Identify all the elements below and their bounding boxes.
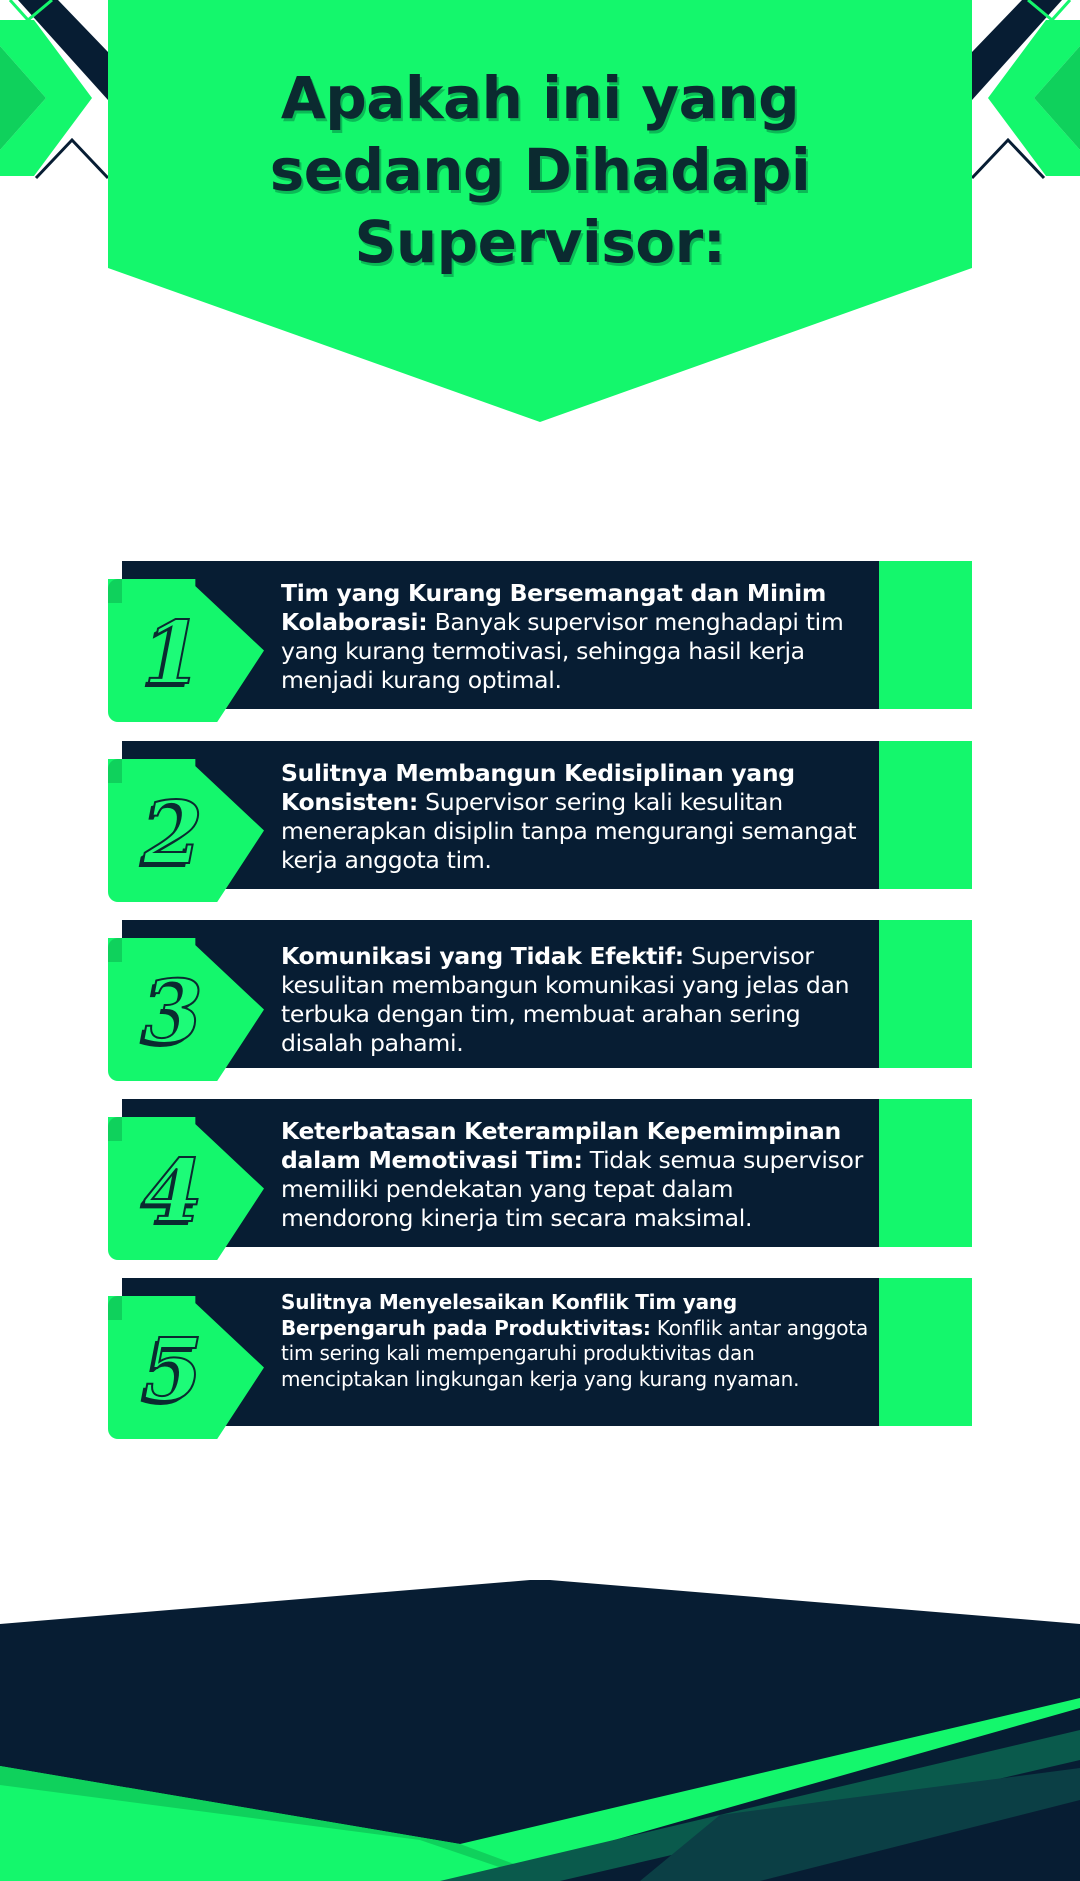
- item-text: [281, 759, 871, 875]
- item-text: [281, 1290, 871, 1392]
- item-heading: Sulitnya Membangun Kedisiplinan yang Konsisten:: [281, 759, 795, 816]
- item-accent: [879, 920, 972, 1068]
- badge-shade: [108, 1117, 122, 1141]
- badge-shade: [108, 759, 122, 783]
- item-number: 5: [143, 1320, 203, 1421]
- item-number: 2: [143, 783, 203, 884]
- page-title: Apakah ini yang sedang Dihadapi Supervisor:: [269, 64, 811, 276]
- item-heading: Tim yang Kurang Bersemangat dan Minim Kolaborasi:: [281, 579, 827, 636]
- item-number: 4: [143, 1141, 203, 1242]
- item-body: Supervisor sering kali kesulitan menerapkan disiplin tanpa mengurangi semangat kerja anggota tim.: [281, 788, 857, 874]
- item-accent: [879, 1278, 972, 1426]
- item-text: [281, 1117, 871, 1233]
- item-text: [281, 942, 871, 1058]
- badge-shade: [108, 579, 122, 603]
- item-accent: [879, 561, 972, 709]
- list-item: [0, 1099, 1080, 1259]
- item-body: Banyak supervisor menghadapi tim yang kurang termotivasi, sehingga hasil kerja menjadi kurang optimal.: [281, 608, 844, 694]
- item-heading: Komunikasi yang Tidak Efektif:: [281, 942, 684, 970]
- item-accent: [879, 1099, 972, 1247]
- item-heading: Keterbatasan Keterampilan Kepemimpinan dalam Memotivasi Tim:: [281, 1117, 841, 1174]
- badge-shade: [108, 938, 122, 962]
- item-body: Supervisor kesulitan membangun komunikasi yang jelas dan terbuka dengan tim, membuat arahan sering disalah pahami.: [281, 942, 850, 1057]
- list-item: [0, 920, 1080, 1080]
- item-text: [281, 579, 871, 695]
- list-item: [0, 561, 1080, 721]
- list-item: [0, 741, 1080, 901]
- badge-shade: [108, 1296, 122, 1320]
- item-number: 1: [143, 603, 203, 704]
- item-body: Konflik antar anggota tim sering kali mempengaruhi produktivitas dan menciptakan lingkungan kerja yang kurang nyaman.: [281, 1315, 869, 1391]
- item-heading: Sulitnya Menyelesaikan Konflik Tim yang Berpengaruh pada Produktivitas:: [281, 1290, 738, 1340]
- item-body: Tidak semua supervisor memiliki pendekatan yang tepat dalam mendorong kinerja tim secara maksimal.: [281, 1146, 863, 1232]
- item-number: 3: [143, 962, 203, 1063]
- footer-decoration: [0, 1570, 1080, 1881]
- list-item: [0, 1278, 1080, 1438]
- item-accent: [879, 741, 972, 889]
